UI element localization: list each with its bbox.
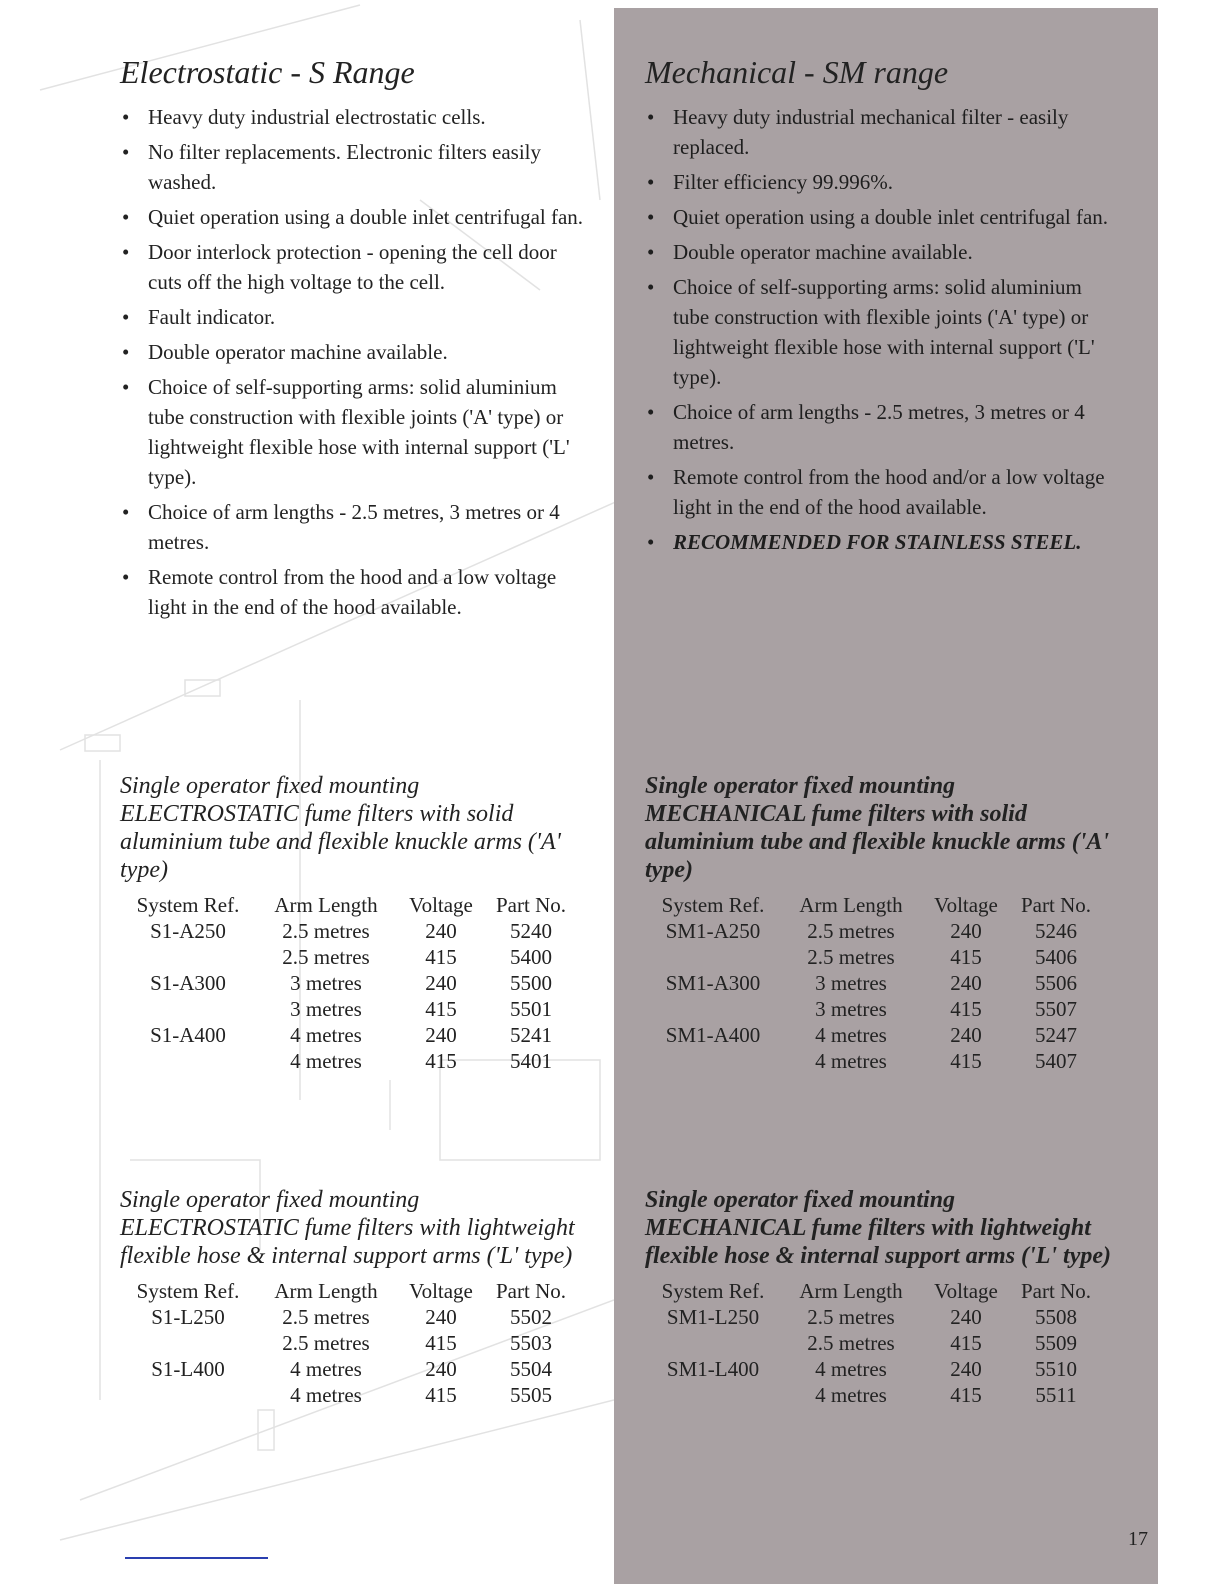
bullet-icon: • xyxy=(647,240,655,264)
feature-text: Quiet operation using a double inlet centrifugal fan. xyxy=(148,205,584,229)
section-title: Mechanical - SM range xyxy=(645,54,949,90)
table-heading: Single operator fixed mounting MECHANICAL fume filters with solid aluminium tube and flexible knuckle arms ('A' type) xyxy=(645,773,1110,883)
bullet-icon: • xyxy=(647,275,655,299)
table-row xyxy=(120,944,576,970)
table-cell: 4 metres xyxy=(290,1049,362,1073)
product-table-l xyxy=(120,1186,590,1408)
table-cell: 415 xyxy=(950,945,982,969)
table-row xyxy=(645,1330,1101,1356)
table-header-row xyxy=(120,1278,576,1304)
table-cell: 415 xyxy=(425,1049,457,1073)
table-cell: 5502 xyxy=(510,1305,552,1329)
bullet-icon: • xyxy=(647,170,655,194)
table-cell: SM1-L400 xyxy=(666,1357,760,1381)
table-cell: 5240 xyxy=(510,919,552,943)
feature-item xyxy=(120,137,590,197)
table-cell: 2.5 metres xyxy=(282,945,370,969)
table-cell xyxy=(645,1330,781,1356)
column-header: Voltage xyxy=(409,1279,473,1303)
bullet-icon: • xyxy=(122,375,130,399)
table-cell: 5406 xyxy=(1035,945,1077,969)
section-title: Electrostatic - S Range xyxy=(120,54,415,90)
table-cell: S1-A300 xyxy=(150,971,226,995)
feature-text: Choice of self-supporting arms: solid aluminium tube construction with flexible joints ('A' type) or lightweight flexible hose with internal support ('L' type). xyxy=(673,275,1095,389)
table-cell xyxy=(120,944,256,970)
column-header: Voltage xyxy=(934,1279,998,1303)
table-row xyxy=(120,1048,576,1074)
feature-text: Fault indicator. xyxy=(148,305,276,329)
feature-item xyxy=(645,167,1115,197)
feature-text: Remote control from the hood and/or a low voltage light in the end of the hood available. xyxy=(673,465,1105,519)
table-row xyxy=(645,970,1101,996)
feature-text: Heavy duty industrial mechanical filter - easily replaced. xyxy=(673,105,1069,159)
product-table-a xyxy=(645,772,1115,1074)
column-header: System Ref. xyxy=(661,893,765,917)
feature-item xyxy=(645,397,1115,457)
table-cell: 240 xyxy=(425,971,457,995)
table-cell: SM1-A250 xyxy=(665,919,761,943)
bullet-icon: • xyxy=(122,105,130,129)
column-header: Voltage xyxy=(409,893,473,917)
table-cell: 3 metres xyxy=(290,997,362,1021)
table-row xyxy=(645,1048,1101,1074)
footer-rule xyxy=(125,1557,268,1559)
feature-text: Double operator machine available. xyxy=(148,340,448,364)
table-cell: 240 xyxy=(425,1023,457,1047)
table-row xyxy=(645,996,1101,1022)
table-cell: 2.5 metres xyxy=(282,919,370,943)
bullet-icon: • xyxy=(647,400,655,424)
table-row xyxy=(120,1022,576,1048)
table-cell: 5401 xyxy=(510,1049,552,1073)
bullet-icon: • xyxy=(647,465,655,489)
feature-item xyxy=(120,237,590,297)
table-cell xyxy=(645,944,781,970)
table-row xyxy=(645,1382,1101,1408)
table-cell: 415 xyxy=(425,997,457,1021)
table-cell xyxy=(645,996,781,1022)
product-table-a xyxy=(120,772,590,1074)
table-cell: 240 xyxy=(425,1305,457,1329)
table-cell: 5504 xyxy=(510,1357,552,1381)
feature-text: Choice of arm lengths - 2.5 metres, 3 metres or 4 metres. xyxy=(673,400,1085,454)
column-header: Arm Length xyxy=(274,893,378,917)
table-cell: 2.5 metres xyxy=(807,919,895,943)
feature-text: Remote control from the hood and a low voltage light in the end of the hood available. xyxy=(148,565,557,619)
column-header: Part No. xyxy=(496,1279,566,1303)
feature-item xyxy=(645,462,1115,522)
table-cell: 5505 xyxy=(510,1383,552,1407)
bullet-icon: • xyxy=(122,500,130,524)
feature-text: RECOMMENDED FOR STAINLESS STEEL. xyxy=(673,530,1082,554)
table-cell xyxy=(120,1048,256,1074)
table-cell: 2.5 metres xyxy=(807,945,895,969)
table-row xyxy=(120,918,576,944)
column-header: Arm Length xyxy=(274,1279,378,1303)
feature-item xyxy=(120,372,590,492)
table-cell xyxy=(120,996,256,1022)
table-cell: 415 xyxy=(425,1383,457,1407)
table-cell: 240 xyxy=(950,1023,982,1047)
feature-item xyxy=(645,202,1115,232)
table-cell: 415 xyxy=(950,997,982,1021)
column-header: Arm Length xyxy=(799,1279,903,1303)
feature-item xyxy=(120,337,590,367)
table-row xyxy=(645,1356,1101,1382)
feature-text: Filter efficiency 99.996%. xyxy=(673,170,894,194)
table-row xyxy=(645,944,1101,970)
feature-list xyxy=(645,102,1115,562)
table-row xyxy=(645,1304,1101,1330)
feature-item xyxy=(645,527,1115,557)
table-cell: 240 xyxy=(950,919,982,943)
table-row xyxy=(120,1382,576,1408)
column-header: System Ref. xyxy=(661,1279,765,1303)
table-row xyxy=(645,918,1101,944)
parts-table xyxy=(645,1278,1101,1408)
parts-table xyxy=(645,892,1101,1074)
table-cell: 5508 xyxy=(1035,1305,1077,1329)
table-cell: 5247 xyxy=(1035,1023,1077,1047)
column-header: Voltage xyxy=(934,893,998,917)
table-cell: S1-L250 xyxy=(151,1305,225,1329)
feature-text: Choice of self-supporting arms: solid aluminium tube construction with flexible joints ('A' type) or lightweight flexible hose with internal support ('L' type). xyxy=(148,375,570,489)
product-table-l xyxy=(645,1186,1115,1408)
table-cell: 3 metres xyxy=(290,971,362,995)
bullet-icon: • xyxy=(122,240,130,264)
bullet-icon: • xyxy=(122,340,130,364)
feature-text: Door interlock protection - opening the cell door cuts off the high voltage to the cell. xyxy=(148,240,557,294)
table-cell: 4 metres xyxy=(815,1023,887,1047)
table-cell: 5246 xyxy=(1035,919,1077,943)
feature-item xyxy=(120,497,590,557)
table-cell: 4 metres xyxy=(290,1023,362,1047)
column-header: Arm Length xyxy=(799,893,903,917)
feature-list xyxy=(120,102,590,627)
table-row xyxy=(120,1304,576,1330)
table-cell: 2.5 metres xyxy=(807,1305,895,1329)
feature-item xyxy=(645,102,1115,162)
table-cell: S1-L400 xyxy=(151,1357,225,1381)
column-header: System Ref. xyxy=(136,893,240,917)
feature-item xyxy=(645,237,1115,267)
table-cell: 415 xyxy=(950,1331,982,1355)
table-cell: SM1-A400 xyxy=(665,1023,761,1047)
bullet-icon: • xyxy=(122,305,130,329)
parts-table xyxy=(120,1278,576,1408)
table-cell: 5507 xyxy=(1035,997,1077,1021)
page-number: 17 xyxy=(1128,1528,1148,1550)
bullet-icon: • xyxy=(647,205,655,229)
table-cell: 5506 xyxy=(1035,971,1077,995)
table-heading: Single operator fixed mounting ELECTROSTATIC fume filters with lightweight flexible hose & internal support arms ('L' type) xyxy=(120,1187,575,1269)
table-cell xyxy=(120,1330,256,1356)
table-heading: Single operator fixed mounting MECHANICAL fume filters with lightweight flexible hose & internal support arms ('L' type) xyxy=(645,1187,1111,1269)
bullet-icon: • xyxy=(122,140,130,164)
feature-item xyxy=(645,272,1115,392)
bullet-icon: • xyxy=(647,530,655,554)
bullet-icon: • xyxy=(647,105,655,129)
table-cell: 4 metres xyxy=(290,1357,362,1381)
table-cell: 3 metres xyxy=(815,971,887,995)
table-cell: 5503 xyxy=(510,1331,552,1355)
feature-item xyxy=(120,202,590,232)
column-header: System Ref. xyxy=(136,1279,240,1303)
table-cell: 4 metres xyxy=(815,1383,887,1407)
table-row xyxy=(120,970,576,996)
feature-text: Double operator machine available. xyxy=(673,240,973,264)
table-cell: 5511 xyxy=(1035,1383,1077,1407)
table-cell: 5509 xyxy=(1035,1331,1077,1355)
table-header-row xyxy=(120,892,576,918)
table-cell: 415 xyxy=(950,1383,982,1407)
table-cell: SM1-L250 xyxy=(666,1305,760,1329)
table-cell: 415 xyxy=(950,1049,982,1073)
table-cell: S1-A250 xyxy=(150,919,226,943)
table-cell: 3 metres xyxy=(815,997,887,1021)
table-cell: 5241 xyxy=(510,1023,552,1047)
bullet-icon: • xyxy=(122,205,130,229)
table-cell: 4 metres xyxy=(290,1383,362,1407)
table-cell: 240 xyxy=(950,1305,982,1329)
bullet-icon: • xyxy=(122,565,130,589)
table-header-row xyxy=(645,1278,1101,1304)
feature-item xyxy=(120,562,590,622)
feature-item xyxy=(120,102,590,132)
table-cell: 5400 xyxy=(510,945,552,969)
table-cell: SM1-A300 xyxy=(665,971,761,995)
table-row xyxy=(120,1330,576,1356)
table-cell: 5510 xyxy=(1035,1357,1077,1381)
table-row xyxy=(645,1022,1101,1048)
feature-text: No filter replacements. Electronic filters easily washed. xyxy=(148,140,542,194)
table-header-row xyxy=(645,892,1101,918)
table-cell xyxy=(120,1382,256,1408)
table-row xyxy=(120,996,576,1022)
table-cell: 4 metres xyxy=(815,1049,887,1073)
table-cell xyxy=(645,1048,781,1074)
table-cell: 2.5 metres xyxy=(282,1305,370,1329)
parts-table xyxy=(120,892,576,1074)
column-header: Part No. xyxy=(1021,1279,1091,1303)
feature-text: Quiet operation using a double inlet centrifugal fan. xyxy=(673,205,1109,229)
table-cell: 240 xyxy=(950,971,982,995)
column-header: Part No. xyxy=(496,893,566,917)
table-cell xyxy=(645,1382,781,1408)
feature-text: Choice of arm lengths - 2.5 metres, 3 metres or 4 metres. xyxy=(148,500,560,554)
table-cell: 2.5 metres xyxy=(282,1331,370,1355)
table-cell: 240 xyxy=(950,1357,982,1381)
table-cell: 2.5 metres xyxy=(807,1331,895,1355)
table-cell: 240 xyxy=(425,1357,457,1381)
table-cell: 5501 xyxy=(510,997,552,1021)
feature-text: Heavy duty industrial electrostatic cells. xyxy=(148,105,486,129)
table-cell: 5407 xyxy=(1035,1049,1077,1073)
table-heading: Single operator fixed mounting ELECTROSTATIC fume filters with solid aluminium tube and flexible knuckle arms ('A' type) xyxy=(120,773,561,883)
table-row xyxy=(120,1356,576,1382)
table-cell: 5500 xyxy=(510,971,552,995)
feature-item xyxy=(120,302,590,332)
table-cell: 240 xyxy=(425,919,457,943)
column-header: Part No. xyxy=(1021,893,1091,917)
table-cell: S1-A400 xyxy=(150,1023,226,1047)
table-cell: 4 metres xyxy=(815,1357,887,1381)
table-cell: 415 xyxy=(425,945,457,969)
table-cell: 415 xyxy=(425,1331,457,1355)
